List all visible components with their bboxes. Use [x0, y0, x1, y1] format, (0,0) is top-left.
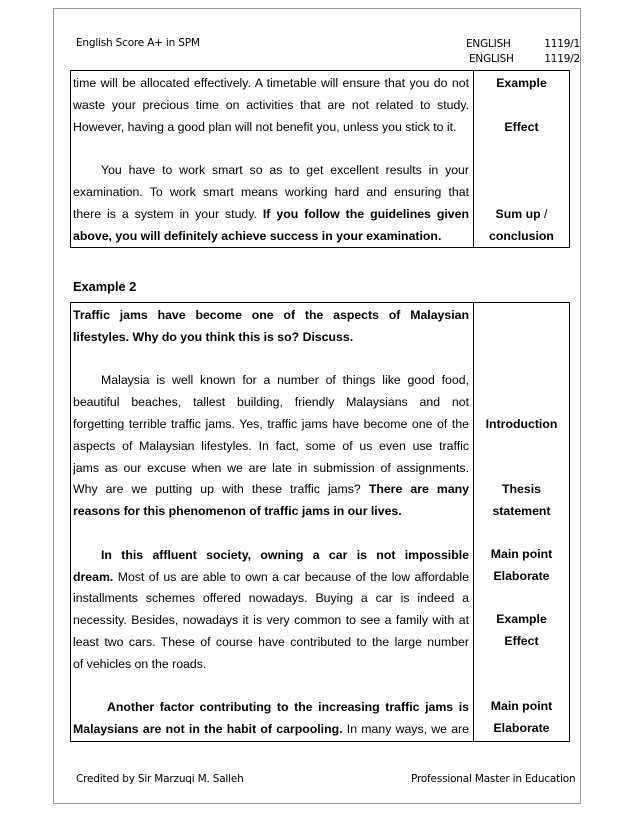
essay-label-cell	[474, 71, 570, 248]
label-example: Example	[496, 612, 547, 626]
label-elaborate: Elaborate	[493, 721, 550, 735]
label-example: Example	[496, 76, 547, 90]
footer-credit: Credited by Sir Marzuqi M. Salleh	[76, 773, 244, 785]
blank-line	[73, 349, 469, 371]
label-main-point: Main point	[490, 547, 553, 561]
essay-table-1	[70, 70, 570, 248]
text-run-bold: dream.	[73, 569, 114, 584]
text-line: examination. To work smart means working hard and ensuring that	[73, 184, 469, 199]
header-subject: ENGLISH	[466, 38, 511, 50]
essay-question	[73, 303, 469, 741]
text-run-bold: Malaysians are not in the habit of carpooling.	[73, 722, 343, 737]
footer-title: Professional Master in Education	[411, 773, 576, 785]
text-line: aspects of Malaysian lifestyles. In fact, some of us even use traffic	[73, 438, 469, 453]
header-code: 1119/1	[544, 38, 580, 50]
label-thesis: Thesis	[502, 482, 541, 496]
text-line: of vehicles on the roads.	[73, 656, 207, 671]
text-line: necessity. Besides, nowadays it is very common to see a family with at	[73, 613, 469, 628]
header-code: 1119/2	[544, 53, 580, 65]
text-line: You have to work smart so as to get excellent results in your	[101, 163, 469, 178]
text-line: least two cars. These of course have contributed to the large number	[73, 634, 469, 649]
text-line: However, having a good plan will not benefit you, unless you stick to it.	[73, 119, 457, 134]
text-run: there is a system in your study.	[73, 206, 263, 221]
text-run: In many ways, we are	[342, 722, 469, 737]
essay-label-cell	[474, 303, 570, 742]
essay-text-cell	[71, 71, 474, 248]
header-title: English Score A+ in SPM	[76, 37, 200, 49]
blank-line	[73, 138, 469, 160]
essay-text-cell	[71, 303, 474, 742]
header-subject: ENGLISH	[469, 53, 514, 65]
blank-line	[73, 523, 469, 545]
label-conclusion: conclusion	[489, 229, 554, 243]
label-effect: Effect	[504, 120, 539, 134]
header-code-row	[466, 52, 580, 67]
text-line: Traffic jams have become one of the aspects of Malaysian	[73, 308, 469, 322]
label-effect: Effect	[504, 634, 539, 648]
text-line	[73, 204, 469, 226]
blank-line	[73, 676, 469, 698]
label-sum-up-bold: Sum up	[495, 207, 541, 221]
text-line: jams as our excuse when we are late in submission of assignments.	[73, 460, 469, 475]
text-run: Most of us are able to own a car because of the low affordable	[113, 569, 469, 584]
text-line	[73, 479, 469, 501]
label-main-point: Main point	[490, 699, 553, 713]
header-subject-codes	[466, 37, 580, 67]
text-line: above, you will definitely achieve success in your examination.	[73, 228, 442, 243]
text-line: beautiful beaches, tallest building, friendly Malaysians and not	[73, 395, 469, 410]
text-line: forgetting terrible traffic jams. Yes, traffic jams have become one of the	[73, 416, 469, 431]
text-line: waste your precious time on activities that are not related to study.	[73, 97, 469, 112]
label-elaborate: Elaborate	[493, 569, 550, 583]
essay-table-2	[70, 302, 570, 742]
text-line: time will be allocated effectively. A timetable will ensure that you do not	[73, 76, 469, 90]
label-statement: statement	[492, 504, 551, 518]
text-line	[73, 567, 469, 589]
label-sum-up-slash: /	[540, 207, 548, 221]
text-line	[73, 719, 469, 741]
text-line: reasons for this phenomenon of traffic jams in our lives.	[73, 504, 402, 519]
label-introduction: Introduction	[485, 417, 558, 431]
text-run-bold: If you follow the guidelines given	[262, 206, 469, 221]
label-sum-up	[474, 204, 569, 226]
essay-paragraph	[73, 71, 469, 247]
text-line: lifestyles. Why do you think this is so? Discuss.	[73, 329, 354, 344]
text-line: In this affluent society, owning a car is not impossible	[101, 547, 469, 562]
text-line: Another factor contributing to the increasing traffic jams is	[107, 700, 469, 715]
text-run-bold: There are many	[368, 482, 469, 497]
text-run: Why are we putting up with these traffic jams?	[73, 482, 369, 497]
text-line: installments schemes offered nowadays. Buying a car is indeed a	[73, 591, 469, 606]
header-code-row	[466, 37, 580, 52]
text-line: Malaysia is well known for a number of things like good food,	[101, 373, 469, 388]
example-2-heading: Example 2	[73, 279, 137, 294]
